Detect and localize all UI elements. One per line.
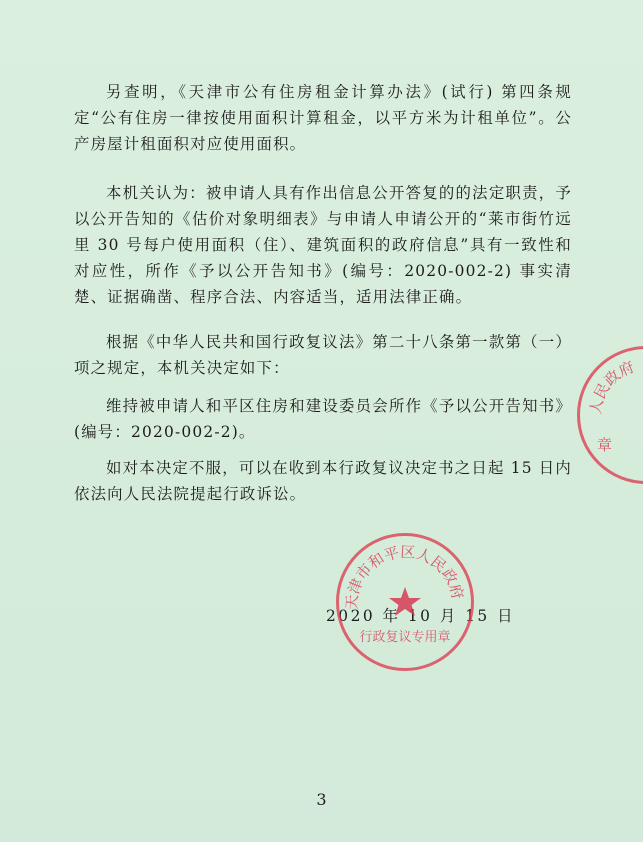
paragraph-further-finding: 另查明，《天津市公有住房租金计算办法》(试行) 第四条规定“公有住房一律按使用面积计算租金，以平方米为计租单位”。公产房屋计租面积对应使用面积。 bbox=[74, 83, 572, 153]
edge-seal-arc-text: 人民政府 bbox=[586, 357, 637, 416]
paragraph-agency-opinion: 本机关认为：被申请人具有作出信息公开答复的的法定职责，予以公开告知的《估价对象明细表》与申请人申请公开的“莱市街竹远里 30 号每户使用面积（住）、建筑面积的政府信息”具有一致性和对应性，所作《予以公开告知书》(编号：2020-002-2) 事实清楚、证据确凿、程序合法、内容适当，适用法律正确。 bbox=[74, 184, 572, 306]
svg-text:人民政府 bbox=[587, 358, 637, 416]
edge-seal-graphic bbox=[577, 346, 643, 484]
official-seal-stamp bbox=[336, 533, 474, 671]
official-seal-arc-text: 天津市和平区人民政府 bbox=[342, 542, 467, 611]
seal-star-icon bbox=[389, 587, 421, 616]
paragraph-legal-basis: 根据《中华人民共和国行政复议法》第二十八条第一款第（一）项之规定，本机关决定如下： bbox=[74, 333, 572, 377]
edge-seal-bottom-text: 章 bbox=[597, 436, 613, 454]
official-seal-bottom-text: 行政复议专用章 bbox=[359, 630, 451, 645]
official-seal-graphic bbox=[336, 533, 474, 671]
paragraph-appeal-notice: 如对本决定不服，可以在收到本行政复议决定书之日起 15 日内依法向人民法院提起行政诉讼。 bbox=[74, 459, 572, 503]
page-number: 3 bbox=[316, 790, 327, 809]
decision-date: 2020 年 10 月 15 日 bbox=[326, 607, 515, 625]
paragraph-decision: 维持被申请人和平区住房和建设委员会所作《予以公开告知书》(编号：2020-002-2)。 bbox=[74, 397, 572, 441]
edge-seal-stamp bbox=[577, 346, 643, 484]
